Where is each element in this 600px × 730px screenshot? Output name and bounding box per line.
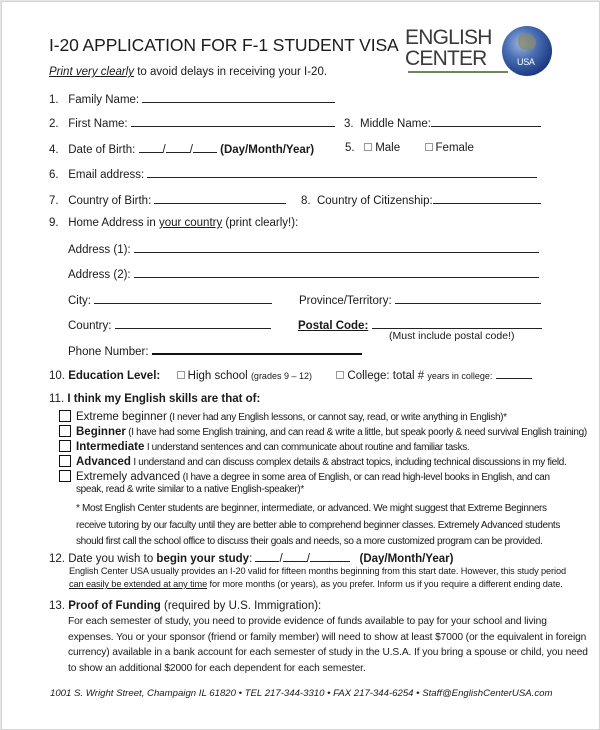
country-input[interactable] bbox=[115, 318, 271, 329]
field-middle-name bbox=[344, 116, 541, 130]
field-label: (print clearly!): bbox=[222, 217, 299, 229]
skill-level-name: Extremely advanced bbox=[76, 471, 181, 483]
field-address-1 bbox=[68, 242, 539, 256]
skill-level-name: Advanced bbox=[76, 456, 131, 468]
city-input[interactable] bbox=[94, 293, 272, 304]
question-number: 8. bbox=[301, 195, 311, 207]
field-proof-of-funding bbox=[49, 600, 321, 612]
field-label: Address (2): bbox=[68, 269, 131, 281]
skill-level-name: Beginner bbox=[76, 426, 126, 438]
address-2-input[interactable] bbox=[134, 267, 539, 278]
logo-underline bbox=[408, 71, 508, 73]
field-family-name bbox=[49, 92, 335, 106]
field-label-emphasis: begin your study bbox=[156, 553, 250, 565]
start-date-note bbox=[69, 565, 566, 591]
field-label: Date you wish to bbox=[68, 553, 157, 565]
question-number: 13. bbox=[49, 600, 65, 612]
funding-line: For each semester of study, you need to provide evidence of funds available to pay for your school and living bbox=[68, 616, 547, 627]
field-country bbox=[68, 318, 271, 332]
question-number: 3. bbox=[344, 118, 354, 130]
field-label: : bbox=[249, 553, 253, 565]
field-country-of-citizenship bbox=[301, 193, 541, 207]
high-school-label: High school bbox=[187, 370, 248, 382]
instruction-rest: to avoid delays in receiving your I-20. bbox=[134, 66, 328, 78]
postal-code-input[interactable] bbox=[372, 318, 542, 329]
funding-line: expenses. You or your sponsor (friend or family member) will need to show at least $7000 (or the equivalent in foreign bbox=[68, 631, 587, 643]
college-checkbox[interactable] bbox=[336, 371, 344, 379]
question-number: 6. bbox=[49, 169, 59, 181]
male-checkbox[interactable] bbox=[364, 143, 372, 151]
globe-icon bbox=[502, 26, 552, 76]
field-english-skills bbox=[49, 393, 260, 405]
field-label: Middle Name: bbox=[359, 118, 431, 130]
question-number: 2. bbox=[49, 118, 59, 130]
email-input[interactable] bbox=[147, 167, 537, 178]
footer-contact: 1001 S. Wright Street, Champaign IL 61820 • TEL 217-344-3310 • FAX 217-344-6254 • Staff@EnglishCenterUSA.com bbox=[50, 688, 553, 699]
question-number: 12. bbox=[49, 553, 65, 565]
funding-line: to show an additional $2000 for each dependent for each semester. bbox=[68, 662, 366, 674]
field-city bbox=[68, 293, 272, 307]
date-separator: / bbox=[306, 553, 310, 565]
date-separator: / bbox=[189, 144, 193, 156]
start-day-input[interactable] bbox=[255, 551, 279, 562]
field-label: Address (1): bbox=[68, 244, 131, 256]
date-format-hint: (Day/Month/Year) bbox=[359, 553, 454, 565]
note-emphasis: can easily be extended at any time bbox=[69, 579, 208, 589]
skill-level-name: Intermediate bbox=[76, 441, 145, 453]
field-phone bbox=[68, 343, 362, 358]
female-label: Female bbox=[435, 142, 474, 154]
funding-line: currency) available in a bank account for each semester of study in the U.S.A. If you bring a spouse or child, you need bbox=[68, 647, 588, 659]
note-text: for more months (or years), as you prefer. Inform us if you require a different ending date. bbox=[207, 579, 563, 589]
field-label: Phone Number: bbox=[68, 346, 149, 358]
page-title: I-20 APPLICATION FOR F-1 STUDENT VISA bbox=[49, 35, 399, 55]
field-label: Home Address in bbox=[68, 217, 159, 229]
skill-level-description: (I have had some English training, and can read & write a little, but speak poorly & need survival English training) bbox=[125, 427, 587, 438]
high-school-note: (grades 9 – 12) bbox=[250, 371, 312, 381]
field-label-emphasis: your country bbox=[158, 217, 223, 229]
country-of-citizenship-input[interactable] bbox=[433, 193, 541, 204]
family-name-input[interactable] bbox=[142, 92, 335, 103]
field-label: First Name: bbox=[68, 118, 128, 130]
question-number: 4. bbox=[49, 144, 59, 156]
field-label: Email address: bbox=[68, 169, 145, 181]
dob-month-input[interactable] bbox=[166, 142, 190, 153]
skill-level-description: (I have a degree in some area of English, or can read high-level books in English, and can bbox=[180, 472, 550, 483]
field-date-of-birth bbox=[49, 142, 314, 156]
field-country-of-birth bbox=[49, 193, 286, 207]
field-label: Postal Code: bbox=[298, 320, 369, 332]
field-label: I think my English skills are that of: bbox=[67, 393, 261, 405]
question-number: 9. bbox=[49, 217, 59, 229]
field-label: (required by U.S. Immigration): bbox=[160, 600, 322, 612]
field-first-name bbox=[49, 116, 335, 130]
province-input[interactable] bbox=[395, 293, 541, 304]
instruction-emphasis: Print very clearly bbox=[49, 66, 134, 78]
start-year-input[interactable] bbox=[310, 551, 350, 562]
skill-option-extremely-advanced bbox=[59, 467, 550, 485]
first-name-input[interactable] bbox=[131, 116, 335, 127]
beginner-checkbox[interactable] bbox=[59, 425, 71, 437]
dob-year-input[interactable] bbox=[193, 142, 217, 153]
phone-input[interactable] bbox=[152, 343, 362, 355]
college-label: College: total # bbox=[347, 370, 428, 382]
field-education-level bbox=[49, 368, 532, 382]
postal-code-note: (Must include postal code!) bbox=[389, 330, 515, 342]
country-of-birth-input[interactable] bbox=[154, 193, 286, 204]
field-address-2 bbox=[68, 267, 539, 281]
question-number: 5. bbox=[345, 142, 355, 154]
dob-day-input[interactable] bbox=[139, 142, 163, 153]
footnote-line: receive tutoring by our faculty until they are better able to comprehend beginner classes. Extremely Advanced students bbox=[76, 519, 560, 531]
field-label: Country of Citizenship: bbox=[316, 195, 433, 207]
english-center-logo bbox=[405, 26, 555, 86]
field-gender bbox=[345, 142, 474, 154]
field-start-date bbox=[49, 551, 453, 565]
logo-line-1: ENGLISH bbox=[405, 26, 492, 49]
intermediate-checkbox[interactable] bbox=[59, 440, 71, 452]
field-label-emphasis: Proof of Funding bbox=[68, 600, 161, 612]
field-label: Date of Birth: bbox=[68, 144, 136, 156]
field-label: City: bbox=[68, 295, 91, 307]
male-label: Male bbox=[375, 142, 401, 154]
field-home-address-heading bbox=[49, 217, 298, 229]
skill-level-description: I understand and can discuss complex details & abstract topics, including technical discussions in my field. bbox=[130, 457, 567, 468]
question-number: 1. bbox=[49, 94, 59, 106]
skill-level-description: (I never had any English lessons, or cannot say, read, or write anything in English)* bbox=[166, 412, 507, 423]
question-number: 11. bbox=[49, 393, 65, 405]
high-school-checkbox[interactable] bbox=[177, 371, 185, 379]
address-1-input[interactable] bbox=[134, 242, 539, 253]
instruction-text bbox=[49, 66, 327, 78]
field-label: Education Level: bbox=[68, 370, 161, 382]
date-separator: / bbox=[162, 144, 166, 156]
skill-level-name: Extreme beginner bbox=[76, 411, 167, 423]
field-province bbox=[299, 293, 541, 307]
skills-footnote bbox=[76, 501, 560, 551]
skill-level-description: I understand sentences and can communicate about routine and familiar tasks. bbox=[144, 442, 470, 453]
female-checkbox[interactable] bbox=[425, 143, 433, 151]
field-label: Family Name: bbox=[68, 94, 140, 106]
note-line bbox=[69, 578, 566, 591]
advanced-checkbox[interactable] bbox=[59, 455, 71, 467]
skill-level-description-cont: speak, read & write similar to a native English-speaker)* bbox=[76, 484, 304, 495]
footnote-line: should first call the school office to discuss their goals and needs, so a more customized program can be provided. bbox=[76, 536, 543, 547]
funding-description bbox=[68, 614, 588, 676]
field-label: Country: bbox=[68, 320, 112, 332]
extreme-beginner-checkbox[interactable] bbox=[59, 410, 71, 422]
note-line: English Center USA usually provides an I-20 valid for fifteen months beginning from this start date. However, this study period bbox=[69, 566, 566, 576]
date-format-hint: (Day/Month/Year) bbox=[220, 144, 315, 156]
question-number: 10. bbox=[49, 370, 65, 382]
middle-name-input[interactable] bbox=[431, 116, 541, 127]
question-number: 7. bbox=[49, 195, 59, 207]
extremely-advanced-checkbox[interactable] bbox=[59, 470, 71, 482]
college-years-input[interactable] bbox=[496, 368, 532, 379]
footnote-line: * Most English Center students are beginner, intermediate, or advanced. We might suggest that Extreme Beginners bbox=[76, 503, 547, 514]
field-email bbox=[49, 167, 537, 181]
logo-badge: USA bbox=[517, 57, 535, 67]
form-page bbox=[1, 1, 600, 730]
field-label: Country of Birth: bbox=[68, 195, 152, 207]
logo-line-2: CENTER bbox=[405, 47, 487, 70]
start-month-input[interactable] bbox=[283, 551, 307, 562]
college-note: years in college: bbox=[427, 371, 493, 381]
field-label: Province/Territory: bbox=[299, 295, 392, 307]
date-separator: / bbox=[279, 553, 283, 565]
